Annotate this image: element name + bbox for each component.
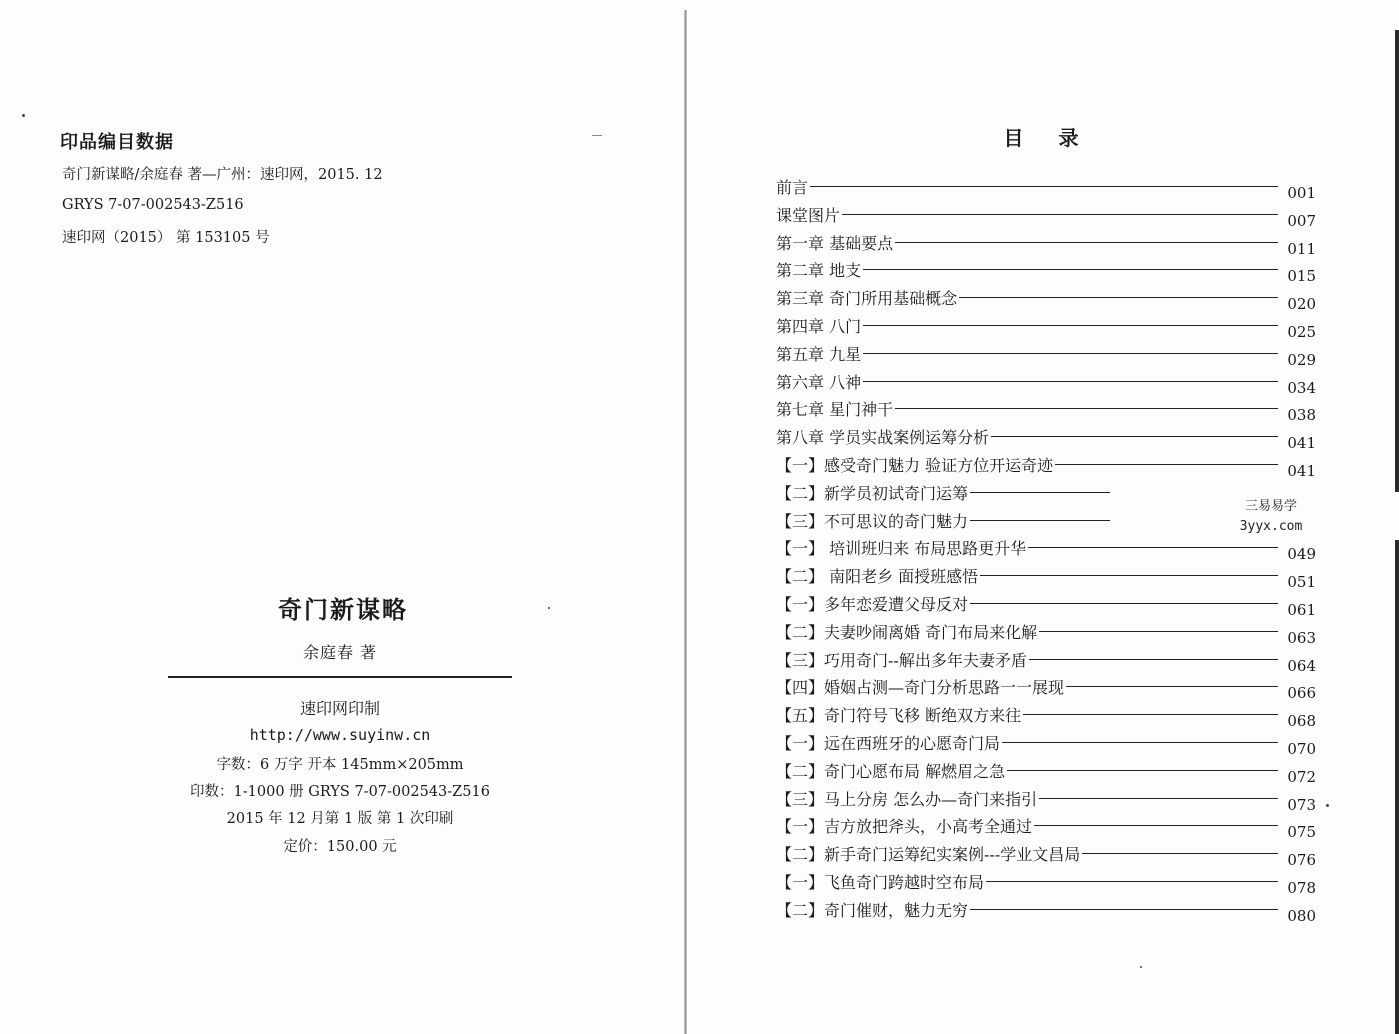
toc-entry-page: 034 (1287, 378, 1316, 397)
cip-line-1: 奇门新谋略/余庭春 著—广州：速印网，2015. 12 (62, 167, 383, 183)
toc-entry-label: 第六章 八神 (776, 372, 862, 392)
toc-entry (776, 731, 1316, 759)
toc-dot-leader (895, 408, 1278, 409)
toc-entry-page: 061 (1287, 600, 1316, 619)
toc-dot-leader (970, 492, 1110, 493)
toc-entry (776, 370, 1316, 398)
toc-entry-label: 第四章 八门 (776, 316, 862, 336)
toc-entry (776, 397, 1316, 425)
toc-entry-page: 068 (1287, 712, 1316, 731)
toc-entry (776, 898, 1316, 926)
toc-entry (776, 453, 1316, 481)
toc-entry-label: 前言 (776, 178, 809, 197)
toc-entry-label: 【三】巧用奇门--解出多年夫妻矛盾 (776, 650, 1027, 670)
toc-entry-page: 051 (1287, 573, 1316, 592)
toc-dot-leader (1023, 714, 1278, 715)
imprint-rule (168, 676, 512, 678)
toc-entry-page: 063 (1287, 628, 1316, 647)
toc-entry-label: 【四】婚姻占测—奇门分析思路一一展现 (776, 678, 1065, 698)
toc-title: 目 录 (1003, 126, 1093, 150)
toc-dot-leader (1066, 686, 1278, 687)
scan-speck (22, 114, 25, 117)
toc-entry (776, 842, 1316, 870)
book-spine (684, 10, 687, 1034)
toc-dot-leader (1002, 742, 1278, 743)
toc-entry (776, 703, 1316, 731)
toc-dot-leader (970, 909, 1278, 910)
toc-dot-leader (863, 353, 1278, 354)
watermark-line-1: 三易易学 (1244, 499, 1297, 514)
toc-entry-label: 【一】飞鱼奇门跨越时空布局 (776, 872, 985, 892)
toc-dot-leader (986, 881, 1278, 882)
printer-url: http://www.suyinw.cn (249, 726, 431, 744)
toc-entry-page: 041 (1287, 461, 1316, 480)
toc-dot-leader (959, 297, 1278, 298)
toc-entry-label: 【二】新学员初试奇门运筹 (776, 483, 969, 503)
toc-entry-page: 011 (1287, 239, 1316, 258)
toc-entry-label: 【二】 南阳老乡 面授班感悟 (776, 567, 979, 587)
scan-speck (1326, 804, 1329, 807)
toc-entry (776, 814, 1316, 842)
toc-entry-page: 015 (1287, 267, 1316, 286)
author-line: 余庭春 著 (302, 643, 378, 662)
toc-entry (776, 314, 1316, 342)
toc-dot-leader (1034, 825, 1278, 826)
toc-entry-label: 【一】吉方放把斧头，小高考全通过 (776, 817, 1033, 837)
watermark (1226, 497, 1316, 537)
price-line: 定价：150.00 元 (283, 839, 397, 855)
toc-entry (776, 203, 1316, 231)
toc-entry (776, 342, 1316, 370)
toc-dot-leader (842, 214, 1278, 215)
toc-entry-label: 【二】夫妻吵闹离婚 奇门布局来化解 (776, 622, 1038, 642)
printer-line: 速印网印制 (299, 699, 380, 718)
toc-dot-leader (895, 242, 1278, 243)
toc-entry-label: 【一】远在西班牙的心愿奇门局 (776, 733, 1001, 753)
toc-dot-leader (863, 269, 1278, 270)
watermark-line-2: 3yyx.com (1239, 519, 1303, 534)
scan-speck (1140, 966, 1142, 968)
toc-entry-label: 【一】 培训班归来 布局思路更升华 (776, 539, 1027, 559)
toc-entry-page: 076 (1287, 851, 1316, 870)
toc-entry-label: 第八章 学员实战案例运筹分析 (776, 428, 990, 448)
scan-mark (592, 135, 602, 136)
toc-entry-label: 课堂图片 (776, 205, 841, 225)
toc-entry (776, 675, 1316, 703)
toc-entry-label: 第七章 星门神干 (776, 400, 894, 420)
table-of-contents (776, 175, 1316, 926)
toc-dot-leader (1055, 464, 1278, 465)
toc-dot-leader (810, 186, 1278, 187)
toc-entry-page: 070 (1287, 739, 1316, 758)
toc-entry (776, 787, 1316, 815)
toc-entry-label: 第三章 奇门所用基础概念 (776, 289, 958, 309)
toc-entry-label: 【三】不可思议的奇门魅力 (776, 511, 969, 531)
toc-entry-label: 【二】新手奇门运筹纪实案例---学业文昌局 (776, 845, 1081, 865)
toc-entry-page: 025 (1287, 322, 1316, 341)
toc-dot-leader (863, 325, 1278, 326)
toc-entry (776, 620, 1316, 648)
toc-entry-label: 【二】奇门催财，魅力无穷 (776, 900, 969, 920)
toc-dot-leader (1039, 631, 1278, 632)
toc-dot-leader (1039, 798, 1278, 799)
toc-dot-leader (970, 520, 1110, 521)
toc-entry-page: 020 (1287, 295, 1316, 314)
specs-line: 字数：6 万字 开本 145mm×205mm (216, 757, 464, 773)
toc-entry (776, 231, 1316, 259)
toc-entry (776, 648, 1316, 676)
toc-entry-page: 029 (1287, 350, 1316, 369)
edition-line: 2015 年 12 月第 1 版 第 1 次印刷 (226, 811, 454, 827)
toc-dot-leader (1029, 659, 1278, 660)
toc-dot-leader (1028, 547, 1278, 548)
toc-entry-page: 075 (1287, 823, 1316, 842)
toc-entry-page: 066 (1287, 684, 1316, 703)
toc-entry-label: 【一】感受奇门魅力 验证方位开运奇迹 (776, 455, 1054, 475)
toc-dot-leader (991, 436, 1278, 437)
cip-line-2: GRYS 7-07-002543-Z516 (62, 197, 244, 213)
print-run-line: 印数：1-1000 册 GRYS 7-07-002543-Z516 (190, 784, 490, 800)
toc-entry (776, 564, 1316, 592)
scan-edge (1395, 30, 1399, 492)
toc-entry (776, 175, 1316, 203)
toc-dot-leader (1082, 853, 1278, 854)
toc-entry-label: 【五】奇门符号飞移 断绝双方来往 (776, 706, 1022, 726)
cip-line-3: 速印网（2015） 第 153105 号 (62, 230, 270, 246)
cip-heading: 印品编目数据 (60, 132, 174, 153)
toc-entry-label: 【二】奇门心愿布局 解燃眉之急 (776, 761, 1006, 781)
toc-entry-page: 049 (1287, 545, 1316, 564)
toc-entry (776, 286, 1316, 314)
toc-entry (776, 592, 1316, 620)
toc-entry-page: 064 (1287, 656, 1316, 675)
toc-entry (776, 258, 1316, 286)
toc-entry-page: 078 (1287, 878, 1316, 897)
scan-edge (1395, 540, 1399, 1034)
toc-entry-page: 080 (1287, 906, 1316, 925)
toc-entry-label: 第一章 基础要点 (776, 233, 894, 253)
toc-entry (776, 536, 1316, 564)
book-title: 奇门新谋略 (278, 596, 408, 624)
toc-dot-leader (980, 575, 1278, 576)
toc-entry (776, 425, 1316, 453)
toc-entry-page: 041 (1287, 434, 1316, 453)
toc-entry (776, 870, 1316, 898)
toc-entry-label: 第五章 九星 (776, 344, 862, 364)
toc-dot-leader (863, 381, 1278, 382)
toc-dot-leader (1007, 770, 1278, 771)
toc-entry-label: 第二章 地支 (776, 261, 862, 281)
toc-entry-label: 【三】马上分房 怎么办—奇门来指引 (776, 789, 1038, 809)
toc-entry-page: 038 (1287, 406, 1316, 425)
toc-entry-page: 072 (1287, 767, 1316, 786)
toc-entry-page: 007 (1287, 211, 1316, 230)
toc-entry (776, 759, 1316, 787)
left-page (0, 0, 686, 1034)
toc-entry-page: 073 (1287, 795, 1316, 814)
toc-entry-page: 001 (1287, 184, 1316, 202)
toc-entry-label: 【一】多年恋爱遭父母反对 (776, 594, 969, 614)
toc-dot-leader (970, 603, 1278, 604)
